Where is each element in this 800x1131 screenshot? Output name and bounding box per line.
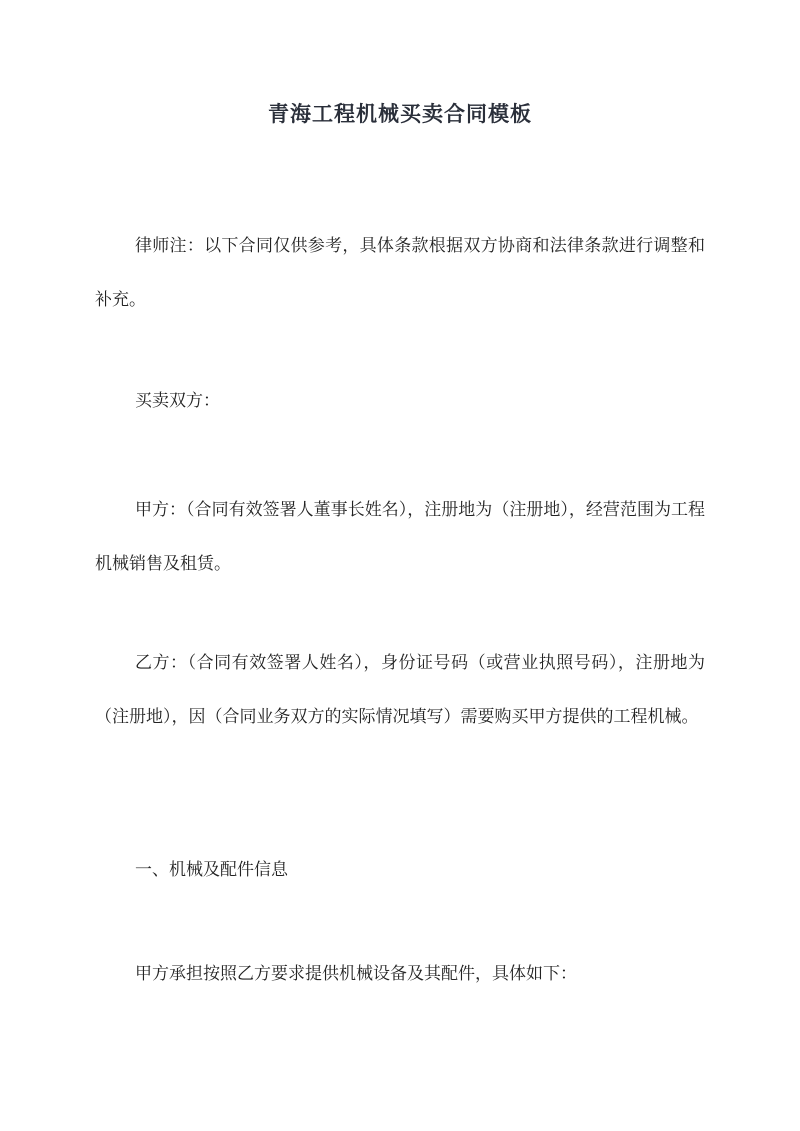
parties-heading: 买卖双方：: [135, 391, 220, 411]
party-b-paragraph: 乙方：（合同有效签署人姓名），身份证号码（或营业执照号码），注册地为（注册地），因（合同业务双方的实际情况填写）需要购买甲方提供的工程机械。: [95, 653, 705, 727]
section-1-intro-paragraph: 甲方承担按照乙方要求提供机械设备及其配件，具体如下：: [135, 964, 577, 984]
party-a-paragraph: 甲方：（合同有效签署人董事长姓名），注册地为（注册地），经营范围为工程机械销售及租赁。: [95, 500, 705, 574]
section-1-heading: 一、机械及配件信息: [135, 860, 288, 880]
lawyer-note-paragraph: 律师注：以下合同仅供参考，具体条款根据双方协商和法律条款进行调整和补充。: [95, 236, 705, 310]
document-title: 青海工程机械买卖合同模板: [268, 101, 532, 126]
